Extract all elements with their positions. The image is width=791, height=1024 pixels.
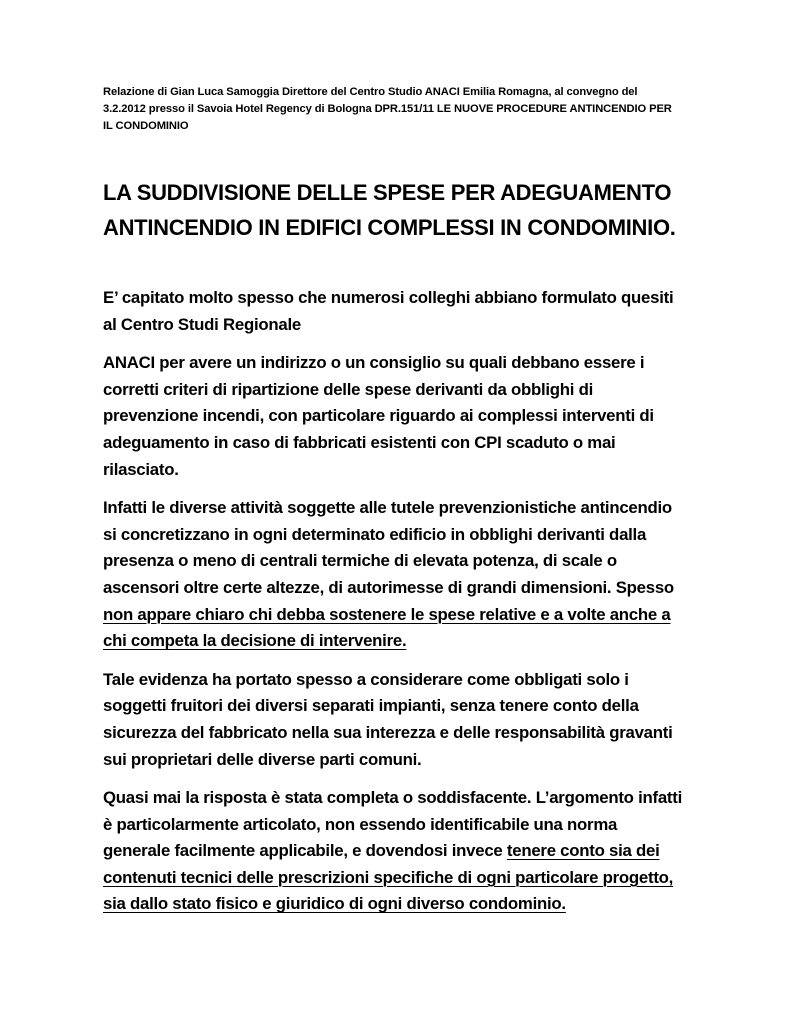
document-page: [103, 84, 683, 930]
document-title: [103, 175, 683, 245]
paragraph-5: [103, 785, 683, 918]
paragraph-1: E’ capitato molto spesso che numerosi colleghi abbiano formulato quesiti al Centro Studi Regionale: [103, 288, 674, 334]
paragraph-4: Tale evidenza ha portato spesso a considerare come obbligati solo i soggetti fruitori dei diversi separati impianti, senza tenere conto della sicurezza del fabbricato nella sua interezza e delle responsabilità gravanti sui proprietari delle diverse parti comuni.: [103, 669, 673, 769]
paragraph-5-text: Quasi mai la risposta è stata completa o soddisfacente. L’argomento infatti è particolarmente articolato, non essendo identificabile una norma generale facilmente applicabile, e dovendosi invece: [103, 788, 682, 861]
paragraph-5-underlined-text: tenere conto sia dei contenuti tecnici delle prescrizioni specifiche di ogni particolare progetto, sia dallo stato fisico e giuridico di ogni diverso condominio.: [103, 841, 674, 914]
title-line-2: ANTINCENDIO IN EDIFICI COMPLESSI IN CONDOMINIO.: [103, 215, 676, 240]
title-line-1: LA SUDDIVISIONE DELLE SPESE PER ADEGUAMENTO: [103, 180, 672, 205]
paragraph-3-text: Infatti le diverse attività soggette alle tutele prevenzionistiche antincendio si concretizzano in ogni determinato edificio in obblighi derivanti dalla presenza o meno di centrali termiche di elevata potenza, di scale o ascensori oltre certe altezze, di autorimesse di grandi dimensioni. Spesso: [103, 498, 674, 597]
paragraph-3-underlined-text: non appare chiaro chi debba sostenere le spese relative e a volte anche a chi competa la decisione di intervenire.: [103, 604, 671, 651]
report-header: Relazione di Gian Luca Samoggia Direttore del Centro Studio ANACI Emilia Romagna, al convegno del 3.2.2012 presso il Savoia Hotel Regency di Bologna DPR.151/11 LE NUOVE PROCEDURE ANTINCENDIO PER IL CONDOMINIO: [103, 86, 672, 132]
paragraph-3: [103, 495, 683, 655]
paragraph-2: ANACI per avere un indirizzo o un consiglio su quali debbano essere i corretti criteri di ripartizione delle spese derivanti da obblighi di prevenzione incendi, con particolare riguardo ai complessi interventi di adeguamento in caso di fabbricati esistenti con CPI scaduto o mai rilasciato.: [103, 353, 654, 479]
